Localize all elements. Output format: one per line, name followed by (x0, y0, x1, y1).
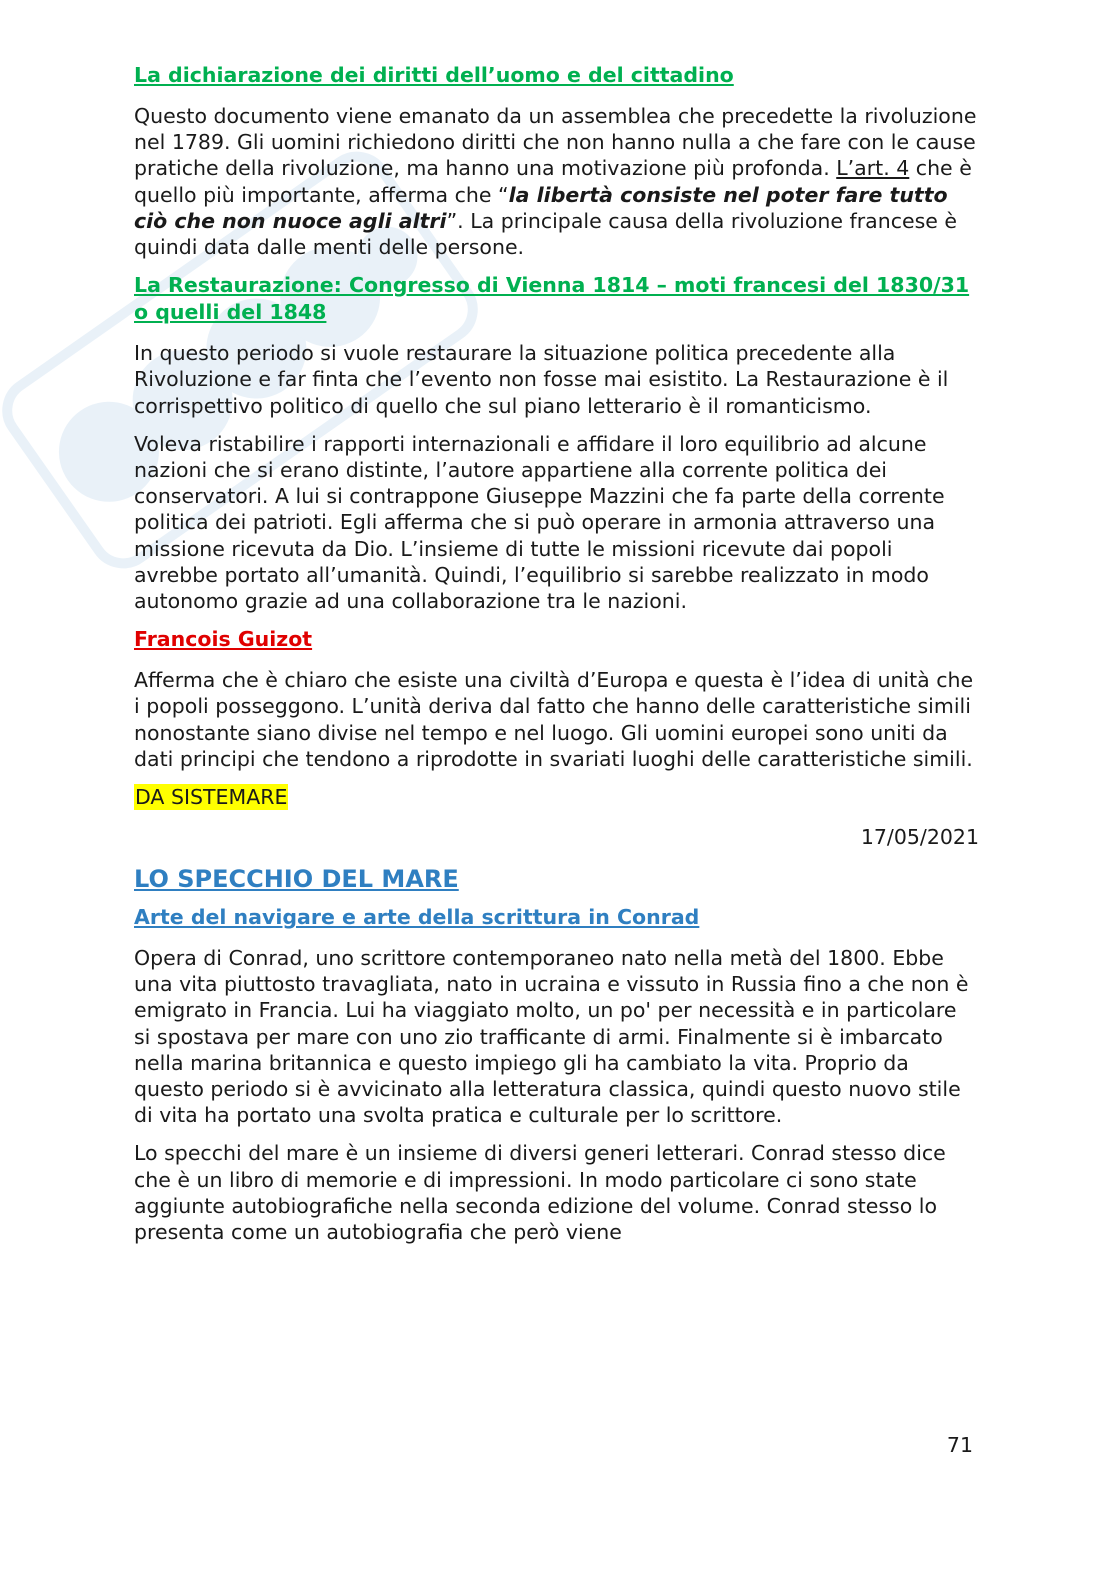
document-page (134, 62, 979, 1257)
text-fragment: Questo documento viene emanato da un assemblea che precedette la rivoluzione nel 1789. Gli uomini richiedono diritti che non hanno nulla a che fare con le cause pratiche della rivoluzione, ma hanno una motivazione più profonda. (134, 104, 977, 181)
paragraph-restoration-1: In questo periodo si vuole restaurare la situazione politica precedente alla Rivoluzione e far finta che l’evento non fosse mai esistito. La Restaurazione è il corrispettivo politico di quello che sul piano letterario è il romanticismo. (134, 341, 949, 418)
chapter-title: LO SPECCHIO DEL MARE (134, 865, 459, 894)
highlight-note-row (134, 784, 979, 810)
quote-text: la libertà consiste nel poter fare tutto ciò che non nuoce agli altri (134, 182, 948, 233)
text-fragment: ”. La principale causa della rivoluzione francese è quindi data dalle menti delle persone. (134, 208, 958, 260)
section-heading-declaration: La dichiarazione dei diritti dell’uomo e del cittadino (134, 63, 734, 87)
date-label: 17/05/2021 (860, 825, 979, 850)
paragraph-guizot: Afferma che è chiaro che esiste una civiltà d’Europa e questa è l’idea di unità che i popoli posseggono. L’unità deriva dal fatto che hanno delle caratteristiche simili nonostante siano divise nel tempo e nel luogo. Gli uomini europei sono uniti da dati principi che tendono a riprodotte in svariati luoghi delle caratteristiche simili. (134, 668, 974, 771)
section-heading-restoration: La Restaurazione: Congresso di Vienna 1814 – moti francesi del 1830/31 o quelli del 1848 (134, 273, 970, 325)
page-number: 71 (946, 1433, 973, 1457)
article-reference: L’art. 4 (836, 156, 910, 181)
paragraph-conrad-1: Opera di Conrad, uno scrittore contemporaneo nato nella metà del 1800. Ebbe una vita piuttosto travagliata, nato in ucraina e vissuto in Russia fino a che non è emigrato in Francia. Lui ha viaggiato molto, un po' per necessità e in particolare si spostava per mare con uno zio trafficante di armi. Finalmente si è imbarcato nella marina britannica e questo impiego gli ha cambiato la vita. Proprio da questo periodo si è avvicinato alla letteratura classica, quindi questo nuovo stile di vita ha portato una svolta pratica e culturale per lo scrittore. (134, 946, 969, 1128)
section-heading-guizot: Francois Guizot (134, 627, 313, 652)
paragraph-declaration (134, 103, 979, 260)
paragraph-conrad-2: Lo specchi del mare è un insieme di diversi generi letterari. Conrad stesso dice che è un libro di memorie e di impressioni. In modo particolare ci sono state aggiunte autobiografiche nella seconda edizione del volume. Conrad stesso lo presenta come un autobiografia che però viene (134, 1141, 946, 1245)
paragraph-restoration-2: Voleva ristabilire i rapporti internazionali e affidare il loro equilibrio ad alcune nazioni che si erano distinte, l’autore appartiene alla corrente politica dei conservatori. A lui si contrappone Giuseppe Mazzini che fa parte della corrente politica dei patrioti. Egli afferma che si può operare in armonia attraverso una missione ricevuta da Dio. L’insieme di tutte le missioni ricevute dai popoli avrebbe portato all’umanità. Quindi, l’equilibrio si sarebbe realizzato in modo autonomo grazie ad una collaborazione tra le nazioni. (134, 431, 945, 614)
chapter-subtitle: Arte del navigare e arte della scrittura in Conrad (134, 905, 700, 930)
text-fragment: che è quello più importante, afferma che “ (134, 156, 972, 207)
highlighted-note: DA SISTEMARE (135, 785, 288, 810)
